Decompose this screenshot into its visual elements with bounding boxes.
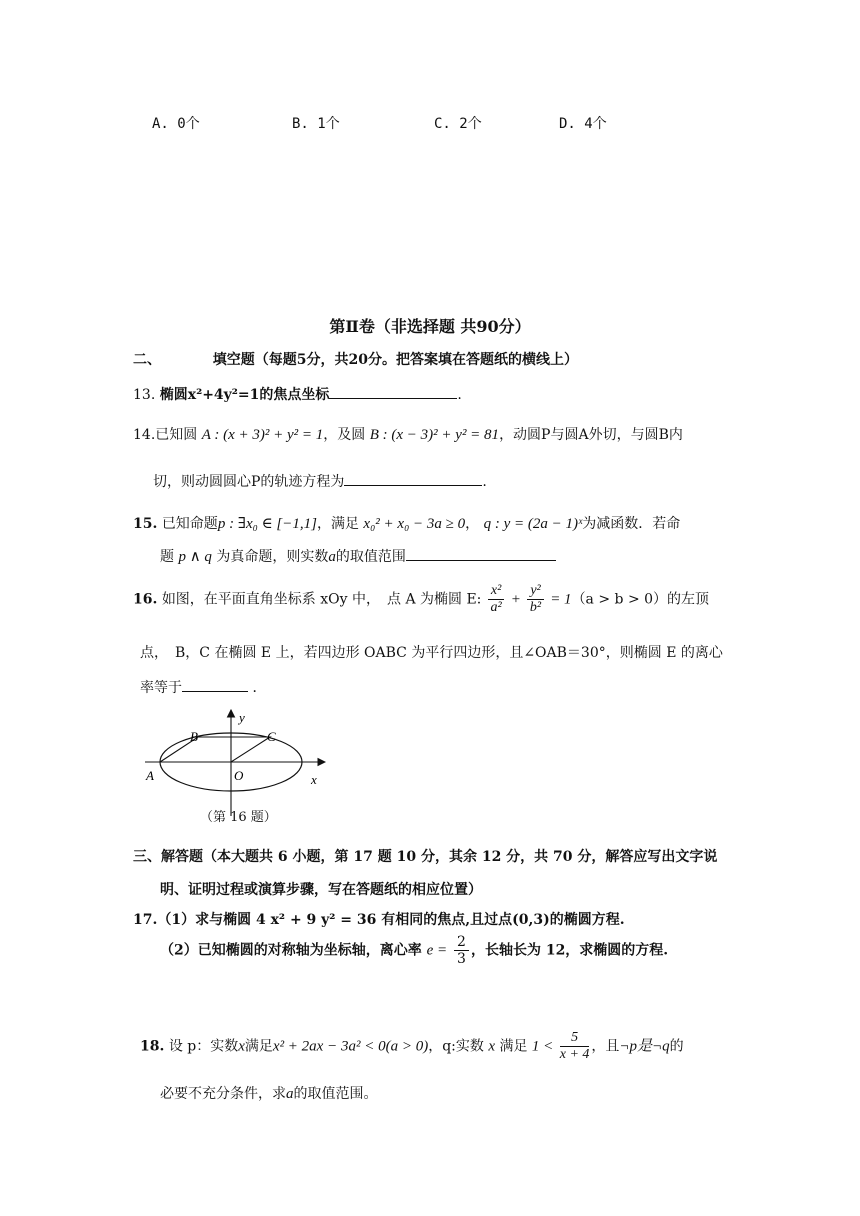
- question-17-part2: [160, 934, 668, 967]
- q17-part1-text: （1）求与椭圆 4 x² + 9 y² = 36 有相同的焦点,且过点(0,3)的椭圆方程.: [157, 912, 625, 928]
- question-14-line1: [133, 424, 683, 444]
- q15-part1: 已知命题: [161, 516, 218, 532]
- q15-part3: ，: [465, 516, 480, 532]
- question-16-line2: 点， B，C 在椭圆 E 上，若四边形 OABC 为平行四边形，且∠OAB＝30°，则椭圆 E 的离心: [140, 645, 723, 661]
- question-13: [133, 384, 462, 404]
- q18-part3: ，q:实数: [428, 1038, 484, 1055]
- parallelogram-oabc: [160, 737, 270, 762]
- q18-part6: 的: [669, 1038, 684, 1055]
- q18-part4: 满足: [499, 1038, 528, 1055]
- q15-label: 15.: [133, 516, 158, 532]
- option-a: A. 0个: [152, 116, 200, 132]
- q15-line2c: 的取值范围: [335, 549, 406, 565]
- q14-end: .: [482, 474, 487, 490]
- q16-part1: 如图，在平面直角坐标系 xOy 中， 点 A 为椭圆 E:: [161, 591, 482, 608]
- q18-frac-den: x + 4: [559, 1047, 590, 1062]
- question-17-part1: [133, 909, 625, 929]
- q16-plus: +: [510, 591, 521, 608]
- q13-label: 13.: [133, 387, 156, 403]
- option-b: B. 1个: [292, 116, 340, 132]
- q15-part2: ，满足: [316, 516, 359, 532]
- q16-eq-one: = 1: [550, 591, 572, 608]
- question-18-line2: [160, 1083, 378, 1103]
- q16-fraction-x: [488, 583, 504, 616]
- q16-answer-blank: [182, 691, 248, 692]
- q15-answer-blank: [406, 560, 556, 561]
- q16-frac1-den: a²: [490, 600, 502, 615]
- q15-pq: p ∧ q: [178, 549, 212, 565]
- q15-a-var: a: [328, 549, 336, 565]
- q15-p-eq: p : ∃x₀ ∈ [−1,1]: [217, 516, 317, 532]
- label-o: O: [234, 768, 244, 783]
- q15-part4: 为减函数．若命: [582, 516, 681, 532]
- section2-header-text: 填空题（每题5分，共20分。把答案填在答题纸的横线上）: [212, 352, 578, 368]
- q15-inequality: x₀² + x₀ − 3a ≥ 0: [363, 516, 466, 532]
- q16-condition: （a > b > 0）的左顶: [571, 591, 710, 608]
- q18-line2a: 必要不充分条件，求: [160, 1086, 286, 1102]
- q18-lhs: 1 <: [531, 1038, 554, 1055]
- q18-x-var-2: x: [488, 1038, 496, 1055]
- q17-frac-num: 2: [454, 934, 469, 951]
- q14-line2: 切，则动圆圆心P的轨迹方程为: [153, 474, 345, 490]
- q13-end: .: [457, 387, 462, 403]
- q16-line3: 率等于: [140, 680, 182, 696]
- q17-part2a: （2）已知椭圆的对称轴为坐标轴，离心率: [160, 942, 422, 959]
- section2-title: 第Ⅱ卷（非选择题 共90分）: [329, 317, 531, 336]
- q18-inequality: x² + 2ax − 3a² < 0(a > 0): [272, 1038, 429, 1055]
- q16-figure-caption: （第 16 题）: [200, 810, 277, 825]
- q17-frac-den: 3: [457, 951, 466, 967]
- section2-header: [133, 349, 578, 369]
- q14-eq1: A : (x + 3)² + y² = 1: [201, 427, 324, 443]
- q14-answer-blank: [344, 485, 482, 486]
- label-c: C: [267, 729, 276, 744]
- q18-logic: ¬p是¬q: [619, 1038, 670, 1055]
- q18-frac-num: 5: [560, 1030, 590, 1047]
- option-d: D. 4个: [559, 116, 607, 132]
- q18-a-var: a: [286, 1086, 294, 1102]
- question-15-line2: [160, 546, 556, 566]
- q18-fraction: [560, 1030, 590, 1063]
- question-15-line1: [133, 513, 680, 533]
- q18-line2b: 的取值范围。: [293, 1086, 378, 1102]
- section2-header-num: 二、: [133, 352, 161, 368]
- q16-frac2-num: y²: [527, 583, 543, 600]
- q14-label: 14.: [133, 427, 156, 443]
- q14-part2: ，及圆: [323, 427, 366, 443]
- section3-header-line2: 明、证明过程或演算步骤，写在答题纸的相应位置）: [160, 882, 482, 898]
- q17-part2b: ，长轴长为 12，求椭圆的方程.: [470, 942, 669, 959]
- q15-q-eq: q : y = (2a − 1)ˣ: [483, 516, 583, 532]
- q13-answer-blank: [329, 398, 457, 399]
- q18-label: 18.: [140, 1038, 165, 1055]
- question-16-line1: [133, 583, 709, 616]
- q18-part2: 满足: [244, 1038, 273, 1055]
- q16-line3-end: ．: [252, 680, 267, 696]
- q18-part1: 设 p：实数: [168, 1038, 239, 1055]
- q16-frac2-den: b²: [529, 600, 542, 615]
- question-14-line2: [153, 471, 487, 491]
- q15-line2a: 题: [160, 549, 174, 565]
- label-y: y: [239, 710, 245, 725]
- label-a: A: [146, 768, 154, 783]
- q16-label: 16.: [133, 591, 158, 608]
- q14-part1: 已知圆: [155, 427, 198, 443]
- label-b: B: [190, 729, 198, 744]
- q15-line2b: 为真命题，则实数: [216, 549, 329, 565]
- q14-eq2: B : (x − 3)² + y² = 81: [369, 427, 500, 443]
- q16-frac1-num: x²: [488, 583, 504, 600]
- option-c: C. 2个: [434, 116, 482, 132]
- q13-text: 椭圆x²+4y²=1的焦点坐标: [159, 387, 330, 403]
- label-x: x: [311, 772, 317, 787]
- q17-fraction: [454, 934, 469, 967]
- q18-x-var: x: [238, 1038, 245, 1055]
- question-18-line1: [140, 1030, 684, 1063]
- question-16-line3: [140, 677, 266, 697]
- q14-part3: ，动圆P与圆A外切，与圆B内: [499, 427, 683, 443]
- q18-part5: ，且: [591, 1038, 620, 1055]
- section3-header-line1: 三、解答题（本大题共 6 小题，第 17 题 10 分，其余 12 分，共 70 分，解答应写出文字说: [133, 849, 718, 865]
- q17-e-eq: e =: [426, 942, 448, 959]
- q16-fraction-y: [527, 583, 543, 616]
- q17-label: 17.: [133, 912, 158, 928]
